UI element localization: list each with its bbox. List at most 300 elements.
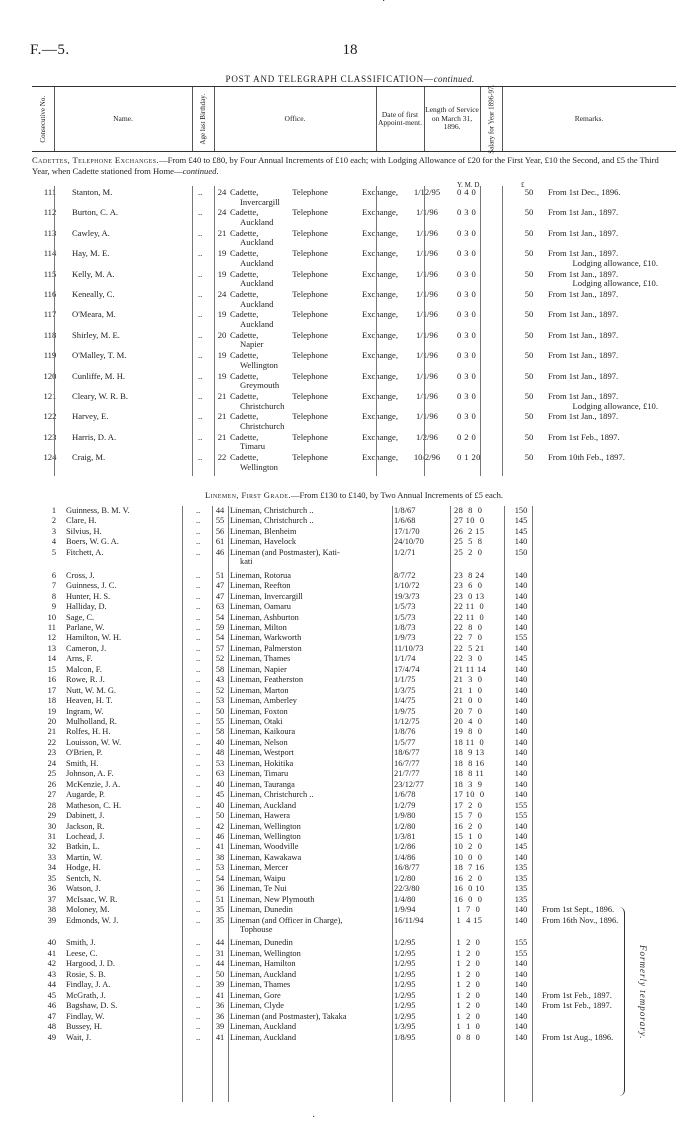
row-number: 6 [51,570,56,580]
row-office [230,822,402,832]
row-length: 18 11 0 [454,737,485,747]
table-row [32,707,676,717]
row-name [66,1022,206,1032]
row-age: 61 [215,537,225,547]
row-office [230,686,402,696]
row-name [66,884,206,894]
row-date: 1/9/94 [394,905,416,915]
row-office-line1: Lineman, Warkworth [230,633,302,643]
row-name-text: Dabinett, J. [66,811,105,821]
row-remarks [548,331,658,341]
row-name [66,811,206,821]
row-salary: 50 [524,452,534,463]
row-office-line1: Lineman, Kaikoura [230,727,296,737]
row-length: 23 0 13 [454,591,485,601]
row-number: 28 [47,800,56,810]
row-date: 1/4/75 [394,696,416,706]
header-length: Length of Service on March 31, 1896. [424,87,481,151]
row-name-text: McIsaac, W. R. [66,894,118,904]
row-date: 1/1/96 [416,309,438,320]
row-office-line1: Lineman, Waipu [230,873,286,883]
row-age: 19 [217,268,227,279]
row-length: 23 6 0 [454,581,483,591]
table-row [32,613,676,623]
row-length: 0 3 0 [457,411,477,422]
row-office [230,1033,402,1043]
row-age: 59 [215,622,225,632]
row-name [72,310,212,320]
row-age: 53 [215,758,225,768]
row-salary: 140 [514,685,528,695]
row-name-text: Jackson, R. [66,821,105,831]
row-length: 20 4 0 [454,717,483,726]
leader-dots: .. [198,330,203,340]
row-date: 23/12/77 [394,779,424,789]
leader-dots: .. [196,622,201,632]
row-salary: 50 [524,370,534,381]
table-row [32,874,676,884]
row-name-text: Hay, M. E. [72,249,110,259]
row-name [66,506,206,516]
row-remarks [548,270,658,289]
table-row [32,905,676,915]
table-header [32,86,676,152]
row-name-text: Smith, H. [66,758,99,768]
row-length: 1 2 0 [454,1011,481,1021]
row-date: 10/2/96 [413,452,441,463]
table-row [32,516,676,526]
table-row [32,959,676,969]
row-number: 12 [47,633,56,643]
row-number: 18 [47,696,56,706]
row-office-line1: Lineman, Invercargill [230,591,303,601]
row-number: 14 [47,654,56,664]
table-row [32,633,676,643]
row-name-text: McGrath, J. [66,990,106,1000]
row-length: 18 9 13 [454,748,485,758]
leader-dots: .. [196,863,201,873]
row-salary: 145 [514,516,528,526]
row-number: 113 [43,227,57,238]
row-office-line1: Cadette, Telephone Exchange, [230,370,398,381]
row-age: 19 [217,309,227,320]
row-number: 118 [43,329,57,340]
row-date: 1/8/95 [394,1032,416,1042]
row-date: 1/10/72 [394,581,420,591]
row-name [66,842,206,852]
row-office [230,769,402,779]
row-name-text: Smith, J. [66,938,96,948]
leader-dots: .. [196,547,201,557]
row-length: 21 3 0 [454,675,483,685]
leader-dots: .. [196,727,201,737]
row-number: 29 [47,811,56,821]
row-age: 58 [215,727,225,737]
row-remarks-line2: Lodging allowance, £10. [572,257,658,268]
row-date: 1/2/95 [394,969,416,979]
row-salary: 155 [514,800,528,810]
leader-dots: .. [196,969,201,979]
row-name-text: Silvius, H. [66,526,102,536]
row-salary: 150 [514,506,528,515]
row-age: 41 [215,842,225,852]
row-name [66,654,206,664]
row-number: 26 [47,779,56,789]
row-name [72,331,212,341]
row-salary: 140 [514,612,528,622]
row-date: 1/6/68 [394,516,416,526]
row-remarks-line1: From 1st Jan., 1897. [548,350,619,361]
row-name [66,1012,206,1022]
row-office-line1: Lineman, Auckland [230,1032,297,1042]
row-remarks-line1: From 1st Jan., 1897. [548,227,619,238]
row-office-line1: Lineman (and Postmaster), Kati- [230,547,340,557]
cadettes-heading-continued: continued. [182,166,219,176]
row-age: 56 [215,526,225,536]
row-age: 36 [215,1011,225,1021]
column-rule [392,506,393,1102]
row-name-text: Harris, D. A. [72,432,117,442]
row-age: 40 [215,800,225,810]
row-office [230,895,402,905]
row-name [66,1033,206,1043]
row-office-line2: Christchurch [240,400,285,411]
row-date: 1/5/77 [394,737,416,747]
row-age: 39 [215,1022,225,1032]
row-office-line1: Lineman, Christchurch .. [230,790,314,800]
row-age: 46 [215,831,225,841]
column-rule [480,186,481,476]
row-age: 19 [217,248,227,259]
row-date: 1/6/78 [394,790,416,800]
row-age: 55 [215,516,225,526]
row-age: 45 [215,790,225,800]
row-name [72,290,212,300]
row-name [66,759,206,769]
row-date: 1/1/74 [394,654,416,664]
row-salary: 140 [514,643,528,653]
row-date: 1/1/96 [416,248,438,259]
row-number: 2 [51,516,56,526]
row-number: 7 [51,581,56,591]
row-office-line1: Lineman, Dunedin [230,905,293,915]
row-age: 41 [215,990,225,1000]
row-number: 11 [47,622,56,632]
row-length: 1 4 15 [454,915,483,925]
row-number: 40 [47,938,56,948]
row-length: 22 8 0 [454,622,483,632]
leader-dots: .. [198,432,203,442]
table-row [32,602,676,612]
table-row [32,991,676,1001]
row-remarks-line1: From 1st Jan., 1897. [548,370,619,381]
row-number: 24 [47,758,56,768]
row-name [72,188,212,198]
row-office [230,980,402,990]
row-date: 1/2/95 [394,1011,416,1021]
row-remarks: From 1st Feb., 1897. [542,990,612,1000]
row-number: 30 [47,821,56,831]
row-remarks-line2: Lodging allowance, £10. [572,278,658,289]
row-age: 24 [217,289,227,299]
row-office [230,433,398,452]
table-row [32,938,676,948]
row-office [230,548,402,567]
row-salary: 135 [514,873,528,883]
row-date: 1/2/80 [394,821,416,831]
header-salary: Salary for Year 1896-97. [480,87,503,151]
row-number: 42 [47,959,56,969]
row-remarks-line1: From 1st Jan., 1897. [548,207,619,218]
row-office-line1: Lineman, Rotorua [230,570,291,580]
table-row [32,759,676,769]
row-number: 48 [47,1022,56,1032]
row-name-text: Halliday, D. [66,602,107,612]
row-salary: 50 [524,268,534,279]
row-office-line2: Napier [240,339,264,350]
header-date: Date of first Appoint-ment. [376,87,425,151]
cadettes-heading-title: Cadettes, Telephone Exchanges. [32,155,159,165]
row-office [230,959,402,969]
row-name [66,613,206,623]
row-date: 16/8/77 [394,863,420,873]
row-name-text: Guinness, J. C. [66,581,117,591]
header-consecutive: Consecutive No. [32,87,55,151]
row-office [230,970,402,980]
row-date: 1/9/73 [394,633,416,643]
row-age: 44 [215,506,225,515]
row-length: 1 2 0 [454,969,481,979]
row-office [230,331,398,350]
row-name [66,790,206,800]
header-remarks: Remarks. [574,113,604,123]
leader-dots: .. [196,1011,201,1021]
table-row [32,1001,676,1011]
leader-dots: .. [196,643,201,653]
leader-dots: .. [196,821,201,831]
row-office-line1: Lineman, New Plymouth [230,894,315,904]
row-length: 20 7 0 [454,706,483,716]
row-office-line1: Lineman, Clyde [230,1001,284,1011]
row-office [230,780,402,790]
row-name [66,602,206,612]
row-age: 52 [215,654,225,664]
row-number: 47 [47,1011,56,1021]
row-date: 16/7/77 [394,758,420,768]
row-length: 0 3 0 [457,370,477,381]
leader-dots: .. [196,852,201,862]
row-date: 1/5/73 [394,602,416,612]
row-age: 20 [217,329,227,340]
row-name-text: Malcon, F. [66,664,102,674]
row-remarks [548,310,658,320]
row-age: 40 [215,779,225,789]
table-row [32,623,676,633]
row-remarks-line2: Lodging allowance, £10. [572,400,658,411]
row-office [230,665,402,675]
row-salary: 50 [524,227,534,238]
row-name-text: Findlay, J. A. [66,980,111,990]
page-title [0,74,700,84]
leader-dots: .. [198,351,203,361]
row-remarks [548,392,658,411]
row-office-line1: Cadette, Telephone Exchange, [230,329,398,340]
row-remarks [548,351,658,361]
row-length: 0 3 0 [457,309,477,320]
row-name-text: Parlane, W. [66,622,105,632]
row-length: 16 2 0 [454,821,483,831]
table-row [32,738,676,748]
table-row [32,769,676,779]
row-date: 1/12/95 [413,187,441,197]
row-office-line1: Lineman, Hamilton [230,959,296,969]
row-office-line1: Lineman, Tauranga [230,779,295,789]
header-age: Age last Birthday. [192,87,215,151]
cadettes-table [32,188,676,478]
row-office-line2: Tophouse [240,925,273,935]
leader-dots: .. [198,392,203,401]
leader-dots: .. [196,706,201,716]
row-salary: 50 [524,329,534,340]
column-rule [54,186,55,476]
row-date: 21/7/77 [394,769,420,779]
row-length: 19 8 0 [454,727,483,737]
row-salary: 140 [514,1022,528,1032]
row-salary: 145 [514,842,528,852]
row-age: 63 [215,602,225,612]
row-number: 1 [51,506,56,515]
row-number: 119 [43,350,57,361]
row-name-text: Rowe, R. J. [66,675,105,685]
row-length: 15 7 0 [454,811,483,821]
row-date: 1/1/96 [416,227,438,238]
row-office-line2: Auckland [240,278,274,289]
row-date: 1/12/75 [394,717,420,726]
row-length: 21 11 14 [454,664,487,674]
row-age: 53 [215,863,225,873]
leader-dots: .. [196,894,201,904]
row-office [230,1012,402,1022]
row-office-line1: Lineman, Hawera [230,811,290,821]
row-remarks [548,372,658,382]
row-office [230,208,398,227]
row-office [230,1001,402,1011]
row-office [230,310,398,329]
row-name [66,644,206,654]
row-office [230,738,402,748]
row-name [66,905,206,915]
row-length: 16 0 0 [454,894,483,904]
row-name [66,696,206,706]
row-name-text: Stanton, M. [72,188,113,197]
leader-dots: .. [196,516,201,526]
row-number: 115 [43,268,57,279]
row-number: 32 [47,842,56,852]
row-remarks-line1: From 1st Jan., 1897. [548,411,619,422]
row-date: 24/10/70 [394,537,424,547]
row-number: 22 [47,737,56,747]
row-salary: 140 [514,537,528,547]
row-salary: 155 [514,633,528,643]
row-name [66,717,206,727]
row-office-line1: Lineman, Napier [230,664,287,674]
row-salary: 50 [524,187,534,197]
leader-dots: .. [196,873,201,883]
row-office-line1: Lineman, Thames [230,980,291,990]
row-name-text: Wait, J. [66,1032,92,1042]
row-office [230,811,402,821]
row-office-line1: Lineman, Auckland [230,969,297,979]
row-office-line1: Lineman, Woodville [230,842,299,852]
row-date: 1/2/95 [394,980,416,990]
row-office-line1: Lineman, Foxton [230,706,288,716]
remarks-brace [616,907,625,1096]
row-remarks: From 1st Sept., 1896. [542,905,615,915]
row-age: 44 [215,938,225,948]
row-date: 1/1/96 [416,391,438,401]
row-number: 37 [47,894,56,904]
row-salary: 140 [514,852,528,862]
row-office [230,592,402,602]
row-age: 21 [217,431,227,442]
row-office-line1: Lineman, Westport [230,748,294,758]
row-length: 0 3 0 [457,248,477,259]
row-length: 18 8 16 [454,758,485,768]
row-length: 16 0 10 [454,884,485,894]
row-number: 25 [47,769,56,779]
table-row [32,863,676,873]
row-office-line1: Lineman, Mercer [230,863,289,873]
row-office [230,874,402,884]
row-salary: 140 [514,769,528,779]
row-name [66,853,206,863]
table-row [32,970,676,980]
row-office-line1: Lineman, Thames [230,654,291,664]
row-salary: 140 [514,748,528,758]
row-date: 1/8/67 [394,506,416,515]
row-number: 10 [47,612,56,622]
row-name-text: Boers, W. G. A. [66,537,119,547]
row-remarks-line1: From 1st Dec., 1896. [548,187,621,197]
row-office [230,938,402,948]
row-name-text: Hunter, H. S. [66,591,111,601]
row-salary: 140 [514,790,528,800]
row-number: 8 [51,591,56,601]
row-remarks [548,433,658,443]
row-remarks: From 16th Nov., 1896. [542,915,619,925]
row-number: 13 [47,643,56,653]
row-date: 11/10/73 [394,643,424,653]
row-office-line1: Lineman, Reefton [230,581,291,591]
row-date: 1/2/96 [416,431,438,442]
row-age: 43 [215,675,225,685]
row-age: 21 [217,411,227,422]
row-office [230,249,398,268]
row-name [72,453,212,463]
table-row [32,853,676,863]
row-office [230,372,398,391]
row-salary: 140 [514,706,528,716]
row-office-line1: Lineman (and Officer in Charge), [230,915,343,925]
row-office-line1: Cadette, Telephone Exchange, [230,187,398,197]
table-row [32,506,676,516]
row-name [66,874,206,884]
row-name-text: Sentch, N. [66,873,102,883]
row-name [66,571,206,581]
column-rule [376,186,377,476]
table-row [32,1012,676,1022]
cadettes-heading-text: —From £40 to £80, by Four Annual Increments of £10 each; with Lodging Allowance of £20 for the First Year, £10 the Second, and £5 the Third Year, when Cadette stationed from Home— [32,155,659,176]
